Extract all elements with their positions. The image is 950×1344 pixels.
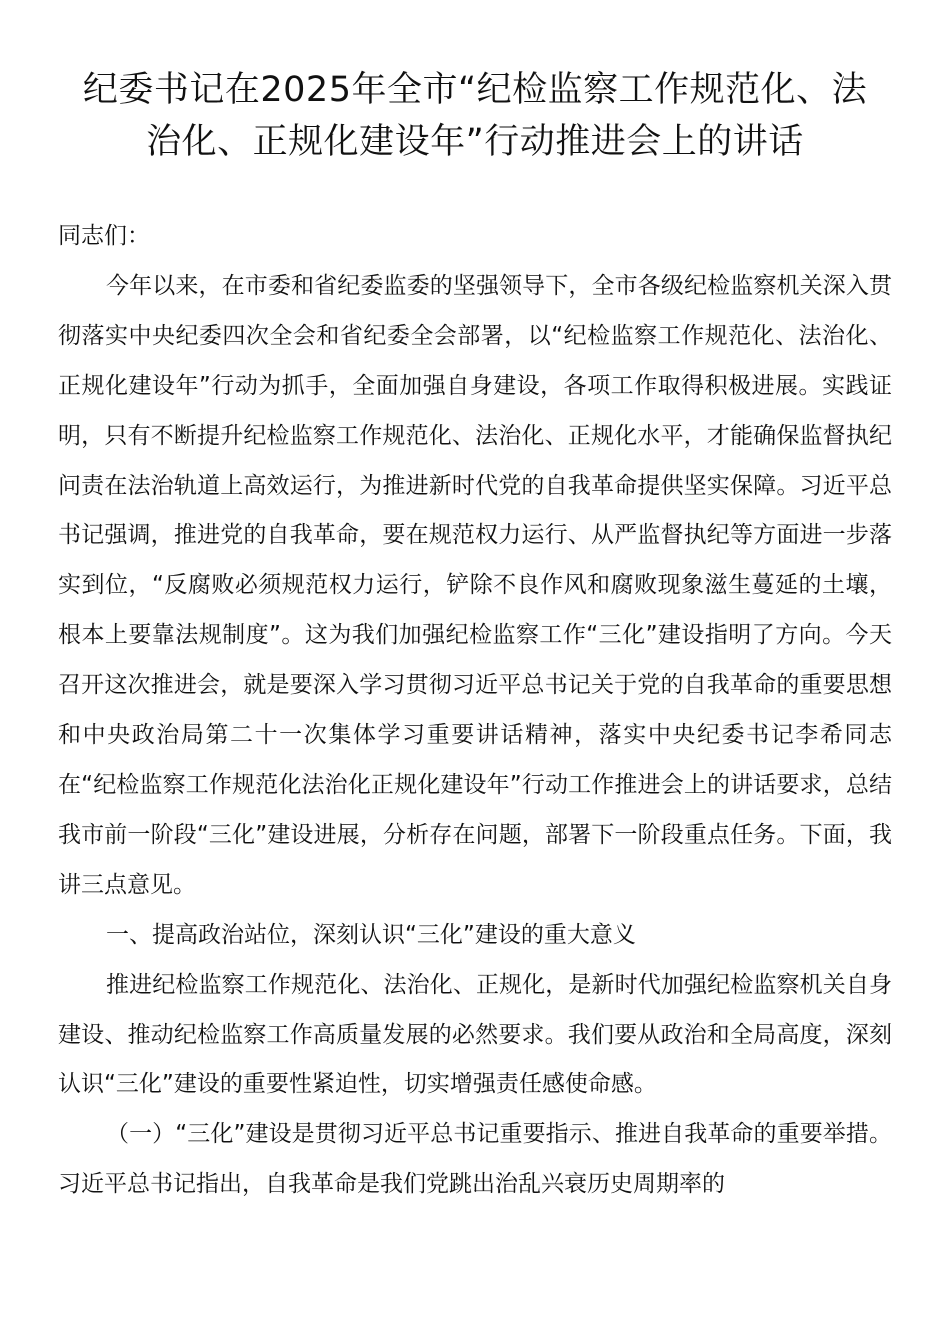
paragraph-intro: 今年以来，在市委和省纪委监委的坚强领导下，全市各级纪检监察机关深入贯彻落实中央纪委四次全会和省纪委全会部署，以“纪检监察工作规范化、法治化、正规化建设年”行动为抓手，全面加强自身建设，各项工作取得积极进展。实践证明，只有不断提升纪检监察工作规范化、法治化、正规化水平，才能确保监督执纪问责在法治轨道上高效运行，为推进新时代党的自我革命提供坚实保障。习近平总书记强调，推进党的自我革命，要在规范权力运行、从严监督执纪等方面进一步落实到位，“反腐败必须规范权力运行，铲除不良作风和腐败现象滋生蔓延的土壤，根本上要靠法规制度”。这为我们加强纪检监察工作“三化”建设指明了方向。今天召开这次推进会，就是要深入学习贯彻习近平总书记关于党的自我革命的重要思想和中央政治局第二十一次集体学习重要讲话精神，落实中央纪委书记李希同志在“纪检监察工作规范化法治化正规化建设年”行动工作推进会上的讲话要求，总结我市前一阶段“三化”建设进展，分析存在问题，部署下一阶段重点任务。下面，我讲三点意见。 <box>58 272 892 898</box>
title-line-2: 治化、正规化建设年”行动推进会上的讲话 <box>146 122 804 162</box>
document-page <box>58 64 892 1210</box>
document-title <box>58 64 892 168</box>
paragraph-section-1: 推进纪检监察工作规范化、法治化、正规化，是新时代加强纪检监察机关自身建设、推动纪检监察工作高质量发展的必然要求。我们要从政治和全局高度，深刻认识“三化”建设的重要性紧迫性，切实增强责任感使命感。 <box>58 971 892 1098</box>
paragraph-subsection-1: （一）“三化”建设是贯彻习近平总书记重要指示、推进自我革命的重要举措。习近平总书记指出，自我革命是我们党跳出治乱兴衰历史周期率的 <box>58 1121 892 1198</box>
document-body <box>58 212 892 1210</box>
salutation: 同志们： <box>58 223 150 249</box>
title-line-1: 纪委书记在2025年全市“纪检监察工作规范化、法 <box>82 70 868 110</box>
section-heading-1: 一、提高政治站位，深刻认识“三化”建设的重大意义 <box>106 921 636 948</box>
